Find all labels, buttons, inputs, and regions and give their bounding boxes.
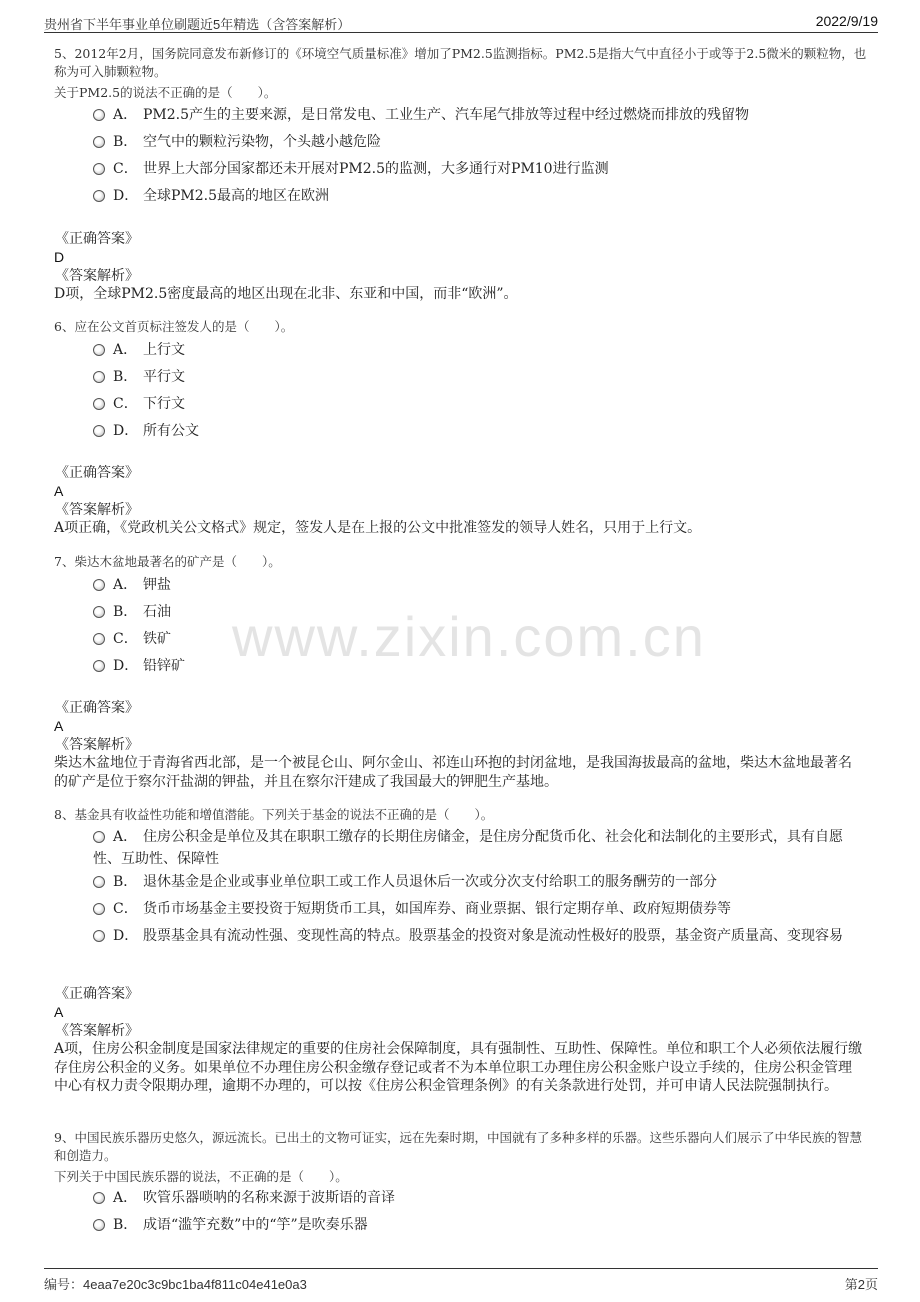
question-stem: 7、柴达木盆地最著名的矿产是（ ）。 xyxy=(54,554,281,569)
option-a[interactable]: A． PM2.5产生的主要来源，是日常发电、工业生产、汽车尾气排放等过程中经过燃烧而排放的残留物 xyxy=(93,104,863,126)
answer-label: 《正确答案》 xyxy=(55,231,139,247)
option-b[interactable]: B． 成语“滥竽充数”中的“竽”是吹奏乐器 xyxy=(93,1214,863,1236)
question-stem: 9、中国民族乐器历史悠久，源远流长。已出土的文物可证实，远在先秦时期，中国就有了多种多样的乐器。这些乐器向人们展示了中华民族的智慧和创造力。 xyxy=(54,1130,862,1163)
option-b[interactable]: B． 石油 xyxy=(93,601,863,623)
radio-icon[interactable] xyxy=(93,1219,105,1231)
document-code: 编号：4eaa7e20c3c9bc1ba4f811c04e41e0a3 xyxy=(44,1277,307,1292)
radio-icon[interactable] xyxy=(93,831,105,843)
radio-icon[interactable] xyxy=(93,109,105,121)
radio-icon[interactable] xyxy=(93,163,105,175)
analysis-text: A项，住房公积金制度是国家法律规定的重要的住房社会保障制度，具有强制性、互助性、保障性。单位和职工个人必须依法履行缴存住房公积金的义务。如果单位不办理住房公积金缴存登记或者不为本单位职工办理住房公积金账户设立手续的，住房公积金管理中心有权力责令限期办理，逾期不办理的，可以按《住房公积金管理条例》的有关条款进行处罚，并可申请人民法院强制执行。 xyxy=(54,1041,863,1094)
option-c[interactable]: C． 货币市场基金主要投资于短期货币工具，如国库券、商业票据、银行定期存单、政府短期债券等 xyxy=(93,898,863,920)
question-stem: 6、应在公文首页标注签发人的是（ ）。 xyxy=(54,319,294,334)
analysis-label: 《答案解析》 xyxy=(55,1023,139,1039)
option-d[interactable]: D． 股票基金具有流动性强、变现性高的特点。股票基金的投资对象是流动性极好的股票，基金资产质量高、变现容易 xyxy=(93,925,863,947)
radio-icon[interactable] xyxy=(93,633,105,645)
radio-icon[interactable] xyxy=(93,371,105,383)
answer-value: A xyxy=(54,483,64,499)
option-d[interactable]: D． 铅锌矿 xyxy=(93,655,863,677)
radio-icon[interactable] xyxy=(93,344,105,356)
document-title: 贵州省下半年事业单位刷题近5年精选（含答案解析） xyxy=(44,17,351,32)
answer-label: 《正确答案》 xyxy=(55,700,139,716)
page-footer xyxy=(44,1268,878,1293)
radio-icon[interactable] xyxy=(93,136,105,148)
radio-icon[interactable] xyxy=(93,1192,105,1204)
watermark: www.zixin.com.cn xyxy=(232,605,706,668)
option-a[interactable]: A． 上行文 xyxy=(93,339,863,361)
option-d[interactable]: D． 全球PM2.5最高的地区在欧洲 xyxy=(93,185,863,207)
option-a[interactable]: A． 住房公积金是单位及其在职职工缴存的长期住房储金，是住房分配货币化、社会化和法制化的主要形式，具有自愿性、互助性、保障性 xyxy=(93,829,843,867)
answer-value: A xyxy=(54,718,64,734)
answer-label: 《正确答案》 xyxy=(55,986,139,1002)
option-c[interactable]: C． 下行文 xyxy=(93,393,863,415)
radio-icon[interactable] xyxy=(93,930,105,942)
analysis-label: 《答案解析》 xyxy=(55,268,139,284)
option-c[interactable]: C． 铁矿 xyxy=(93,628,863,650)
radio-icon[interactable] xyxy=(93,606,105,618)
radio-icon[interactable] xyxy=(93,190,105,202)
analysis-label: 《答案解析》 xyxy=(55,502,139,518)
analysis-label: 《答案解析》 xyxy=(55,737,139,753)
analysis-text: D项，全球PM2.5密度最高的地区出现在北非、东亚和中国，而非“欧洲”。 xyxy=(54,286,518,302)
answer-value: D xyxy=(54,249,65,265)
answer-label: 《正确答案》 xyxy=(55,465,139,481)
question-prompt: 下列关于中国民族乐器的说法，不正确的是（ ）。 xyxy=(54,1169,348,1184)
radio-icon[interactable] xyxy=(93,903,105,915)
analysis-text: A项正确，《党政机关公文格式》规定，签发人是在上报的公文中批准签发的领导人姓名，只用于上行文。 xyxy=(54,520,702,536)
question-stem: 8、基金具有收益性功能和增值潜能。下列关于基金的说法不正确的是（ ）。 xyxy=(54,807,494,822)
radio-icon[interactable] xyxy=(93,425,105,437)
option-c[interactable]: C． 世界上大部分国家都还未开展对PM2.5的监测，大多通行对PM10进行监测 xyxy=(93,158,863,180)
analysis-text: 柴达木盆地位于青海省西北部，是一个被昆仑山、阿尔金山、祁连山环抱的封闭盆地，是我国海拔最高的盆地，柴达木盆地最著名的矿产是位于察尔汗盐湖的钾盐，并且在察尔汗建成了我国最大的钾肥生产基地。 xyxy=(54,755,852,790)
radio-icon[interactable] xyxy=(93,398,105,410)
answer-value: A xyxy=(54,1004,64,1020)
option-d[interactable]: D． 所有公文 xyxy=(93,420,863,442)
option-b[interactable]: B． 退休基金是企业或事业单位职工或工作人员退休后一次或分次支付给职工的服务酬劳的一部分 xyxy=(93,871,863,893)
radio-icon[interactable] xyxy=(93,579,105,591)
option-b[interactable]: B． 平行文 xyxy=(93,366,863,388)
option-a[interactable]: A． 吹管乐器唢呐的名称来源于波斯语的音译 xyxy=(93,1187,863,1209)
option-b[interactable]: B． 空气中的颗粒污染物，个头越小越危险 xyxy=(93,131,863,153)
option-a[interactable]: A． 钾盐 xyxy=(93,574,863,596)
document-date: 2022/9/19 xyxy=(815,13,878,29)
radio-icon[interactable] xyxy=(93,876,105,888)
page-number: 第2页 xyxy=(844,1277,878,1292)
question-prompt: 关于PM2.5的说法不正确的是（ ）。 xyxy=(54,85,277,100)
radio-icon[interactable] xyxy=(93,660,105,672)
question-stem: 5、2012年2月，国务院同意发布新修订的《环境空气质量标准》增加了PM2.5监测指标。PM2.5是指大气中直径小于或等于2.5微米的颗粒物，也称为可入肺颗粒物。 xyxy=(54,46,867,79)
